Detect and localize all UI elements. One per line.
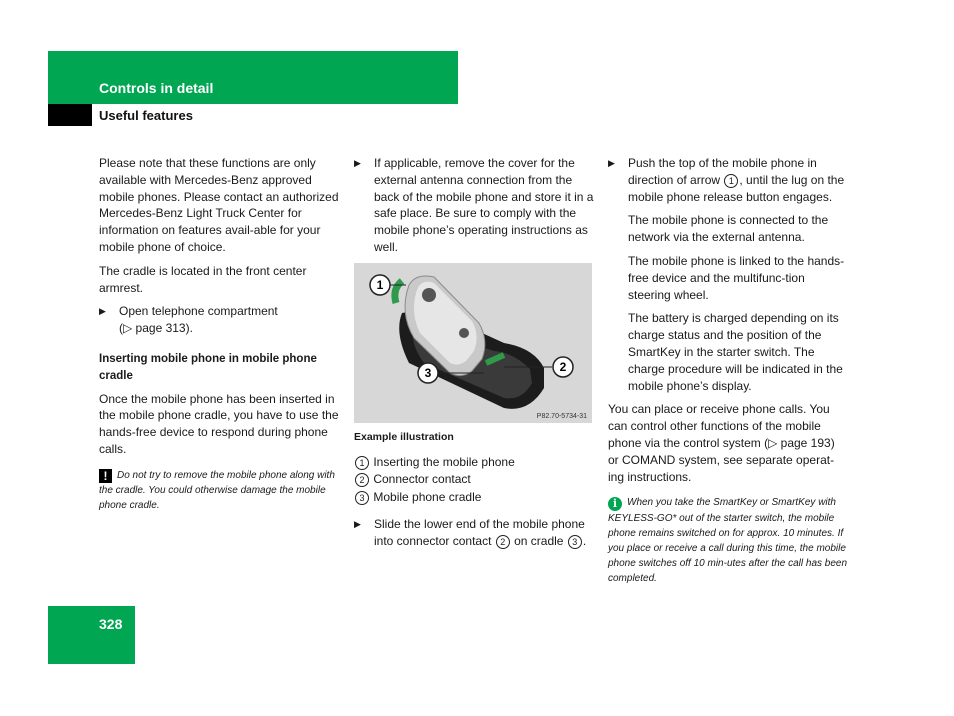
figure-caption: Example illustration (354, 430, 454, 443)
triangle-right-icon: ▶ (99, 306, 106, 317)
step-open-compartment (99, 303, 339, 337)
step-remove-cover (354, 155, 594, 256)
page-reference: (▷ page 313). (119, 321, 193, 336)
step-slide-text-b: on cradle (514, 533, 564, 548)
info-note (608, 495, 848, 586)
svg-text:3: 3 (424, 365, 432, 380)
callout-1 (370, 275, 390, 295)
svg-text:2: 2 (559, 359, 567, 374)
callout-number: 2 (355, 473, 369, 487)
legend-text: Inserting the mobile phone (373, 454, 515, 469)
section-title: Controls in detail (99, 80, 214, 96)
intro-paragraph: Please note that these functions are only available with Mercedes-Benz approved mobile phones. Please contact an authorized Mercedes-Benz Light Truck Center for information on features avail-able for your mobile phone of choice. (99, 156, 339, 254)
legend-item (354, 471, 594, 488)
step-remove-cover-text: If applicable, remove the cover for the external antenna connection from the back of the mobile phone and store it in a safe place. Be sure to comply with the mobile phone’s operating instructions as well. (374, 156, 594, 254)
legend-item (354, 489, 594, 506)
phone-cradle-illustration (354, 263, 592, 423)
column-3 (608, 155, 848, 586)
page-number-box (48, 606, 135, 664)
battery-paragraph: The battery is charged depending on its charge status and the position of the SmartKey in the starter switch. The charge procedure will be indicated in the mobile phone’s display. (628, 311, 843, 393)
phone-illustration-svg (354, 263, 592, 423)
linked-paragraph: The mobile phone is linked to the hands-free device and the multifunc-tion steering wheel. (628, 253, 845, 302)
step-slide-phone: ▶ Slide the lower end of the mobile phone into connector contact 2 on cradle 3 . (354, 516, 587, 548)
page-number: 328 (99, 616, 123, 632)
step-push-text-a: Push the top of the mobile phone in direction of arrow (628, 156, 817, 187)
figure-code: P82.70-5734-31 (536, 412, 587, 420)
legend-text: Connector contact (373, 472, 471, 487)
callout-3 (418, 363, 438, 383)
warning-note (99, 468, 339, 513)
cradle-location-paragraph: The cradle is located in the front center armrest. (99, 263, 307, 295)
column-2 (354, 155, 594, 557)
subsection-title: Useful features (99, 108, 193, 123)
triangle-right-icon: ▶ (354, 518, 361, 529)
callout-number: 3 (568, 535, 582, 549)
header-black-block (48, 104, 92, 126)
callout-2 (553, 357, 573, 377)
callout-number: 3 (355, 491, 369, 505)
svg-text:1: 1 (376, 277, 384, 292)
legend-text: Mobile phone cradle (373, 490, 482, 505)
callout-number: 2 (496, 535, 510, 549)
triangle-right-icon: ▶ (608, 158, 615, 168)
callout-number: 1 (355, 456, 369, 470)
step-push-text-b: , until the lug on the mobile phone release button engages. (628, 172, 845, 204)
legend-item (354, 454, 594, 471)
info-text: When you take the SmartKey or SmartKey with KEYLESS-GO* out of the starter switch, the mobile phone remains switched on for approx. 10 minutes. If you place or receive a call during this time, the mobile phone switches off 10 min-utes after the call has been completed. (608, 497, 848, 585)
figure-legend (354, 454, 594, 506)
callout-number: 1 (724, 174, 738, 188)
exclamation-icon: ! (99, 469, 112, 483)
place-calls-paragraph: You can place or receive phone calls. You can control other functions of the mobile phone via the control system (▷ page 193) or COMAND system, see separate operat-ing instructions. (608, 402, 835, 484)
column-1 (99, 155, 339, 513)
header-green-bar (48, 51, 458, 104)
step-push-phone (608, 155, 848, 205)
step-open-line1: Open telephone compartment (119, 304, 278, 319)
section-heading: Inserting mobile phone in mobile phone cradle (99, 352, 317, 382)
once-inserted-paragraph: Once the mobile phone has been inserted in the mobile phone cradle, you have to use the hands-free device to respond during phone calls. (99, 391, 339, 456)
warning-text: Do not try to remove the mobile phone along with the cradle. You could otherwise damage the mobile phone cradle. (99, 469, 335, 511)
triangle-right-icon: ▶ (354, 158, 361, 168)
step-slide-text-a: Slide the lower end of the mobile phone into connector contact (374, 516, 585, 548)
info-icon: i (608, 497, 622, 511)
connected-paragraph: The mobile phone is connected to the network via the external antenna. (628, 213, 829, 245)
